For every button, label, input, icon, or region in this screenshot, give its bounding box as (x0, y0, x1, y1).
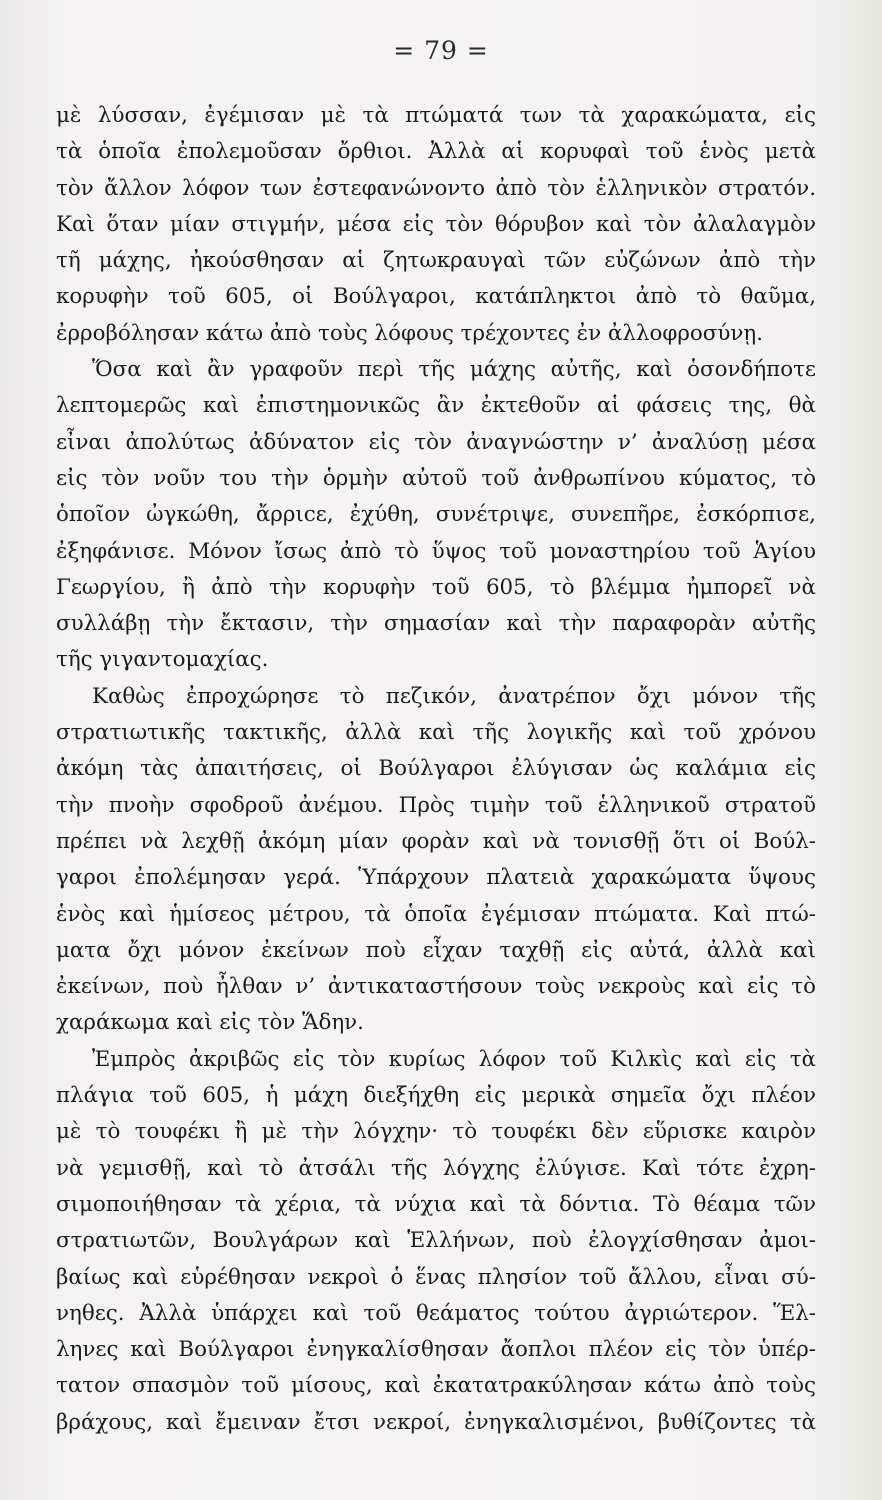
text-line: Καὶ ὅταν μίαν στιγμήν, μέσα εἰς τὸν θόρυβον καὶ τὸν ἀλαλαγμὸν (56, 211, 816, 237)
text-line: τὴν πνοὴν σφοδροῦ ἀνέμου. Πρὸς τιμὴν τοῦ ἑλληνικοῦ στρατοῦ (56, 792, 816, 818)
text-line: μὲ λύσσαν, ἐγέμισαν μὲ τὰ πτώματά των τὰ χαρακώματα, εἰς (56, 103, 816, 128)
text-line: εἶναι ἀπολύτως ἀδύνατον εἰς τὸν ἀναγνώστην ν’ ἀναλύσῃ μέσα (56, 429, 816, 455)
text-line: στρατιωτῶν, Βουλγάρων καὶ Ἑλλήνων, ποὺ ἐλογχίσθησαν ἀμοι- (56, 1228, 816, 1254)
text-line: βαίως καὶ εὑρέθησαν νεκροὶ ὁ ἕνας πλησίον τοῦ ἄλλου, εἶναι σύ- (56, 1264, 816, 1290)
text-line: τὸν ἄλλον λόφον των ἐστεφανώνοντο ἀπὸ τὸν ἑλληνικὸν στρατόν. (56, 175, 816, 201)
text-line: ὁποῖον ὠγκώθη, ἄρριϲε, ἐχύθη, συνέτριψε, συνεπῆρε, ἐσκόρπισε, (56, 502, 816, 528)
text-line: ἐρροβόλησαν κάτω ἀπὸ τοὺς λόφους τρέχοντες ἐν ἀλλοφροσύνῃ. (56, 320, 764, 346)
paragraph-1 (56, 98, 816, 352)
text-line: ἑνὸς καὶ ἡμίσεος μέτρου, τὰ ὁποῖα ἐγέμισαν πτώματα. Καὶ πτώ- (56, 901, 816, 927)
text-line: ἐξηφάνισε. Μόνον ἴσως ἀπὸ τὸ ὕψος τοῦ μοναστηρίου τοῦ Ἁγίου (56, 538, 816, 564)
text-line: βράχους, καὶ ἔμειναν ἔτσι νεκροί, ἐνηγκαλισμένοι, βυθίζοντες τὰ (56, 1409, 816, 1435)
text-line: στρατιωτικῆς τακτικῆς, ἀλλὰ καὶ τῆς λογικῆς καὶ τοῦ χρόνου (56, 720, 816, 746)
text-line: ματα ὄχι μόνον ἐκείνων ποὺ εἶχαν ταχθῇ εἰς αὐτά, ἀλλὰ καὶ (56, 937, 816, 963)
text-line: Ὅσα καὶ ἂν γραφοῦν περὶ τῆς μάχης αὐτῆς, καὶ ὁσονδήποτε (92, 357, 816, 383)
paragraph-4 (56, 1042, 816, 1441)
text-line: ληνες καὶ Βούλγαροι ἐνηγκαλίσθησαν ἄοπλοι πλέον εἰς τὸν ὑπέρ- (56, 1337, 816, 1363)
text-line: Καθὼς ἐπροχώρησε τὸ πεζικόν, ἀνατρέπον ὄχι μόνον τῆς (92, 683, 816, 709)
text-line: εἰς τὸν νοῦν του τὴν ὁρμὴν αὐτοῦ τοῦ ἀνθρωπίνου κύματος, τὸ (56, 465, 816, 491)
text-line: τατον σπασμὸν τοῦ μίσους, καὶ ἐκατατρακύλησαν κάτω ἀπὸ τοὺς (56, 1373, 816, 1399)
text-line: ἐκείνων, ποὺ ἦλθαν ν’ ἀντικαταστήσουν τοὺς νεκροὺς καὶ εἰς τὸ (56, 974, 816, 1000)
body-text (56, 98, 816, 1441)
text-line: γαροι ἐπολέμησαν γερά. Ὑπάρχουν πλατειὰ χαρακώματα ὕψους (56, 865, 816, 891)
text-line: πλάγια τοῦ 605, ἡ μάχη διεξήχθη εἰς μερικὰ σημεῖα ὄχι πλέον (56, 1083, 816, 1109)
text-line: Ἐμπρὸς ἀκριβῶς εἰς τὸν κυρίως λόφον τοῦ Κιλκὶς καὶ εἰς τὰ (92, 1046, 816, 1072)
text-line: τῆς γιγαντομαχίας. (56, 647, 269, 673)
text-line: χαράκωμα καὶ εἰς τὸν Ἅδην. (56, 1010, 364, 1036)
text-line: σιμοποιήθησαν τὰ χέρια, τὰ νύχια καὶ τὰ δόντια. Τὸ θέαμα τῶν (56, 1191, 816, 1217)
text-line: νὰ γεμισθῇ, καὶ τὸ ἀτσάλι τῆς λόγχης ἐλύγισε. Καὶ τότε ἐχρη- (56, 1155, 816, 1181)
text-line: ἀκόμη τὰς ἀπαιτήσεις, οἱ Βούλγαροι ἐλύγισαν ὡς καλάμια εἰς (56, 756, 816, 782)
page-number: = 79 = (393, 36, 489, 65)
text-line: κορυφὴν τοῦ 605, οἱ Βούλγαροι, κατάπληκτοι ἀπὸ τὸ θαῦμα, (56, 284, 816, 310)
text-line: λεπτομερῶς καὶ ἐπιστημονικῶς ἂν ἐκτεθοῦν αἱ φάσεις της, θὰ (56, 393, 816, 419)
text-line: τὰ ὁποῖα ἐπολεμοῦσαν ὄρθιοι. Ἀλλὰ αἱ κορυφαὶ τοῦ ἑνὸς μετὰ (56, 139, 816, 165)
paragraph-3 (56, 679, 816, 1042)
text-line: μὲ τὸ τουφέκι ἢ μὲ τὴν λόγχην· τὸ τουφέκι δὲν εὕρισκε καιρὸν (56, 1119, 816, 1145)
paragraph-2 (56, 352, 816, 679)
text-line: νηθες. Ἀλλὰ ὑπάρχει καὶ τοῦ θεάματος τούτου ἀγριώτερον. Ἕλ- (56, 1300, 816, 1326)
text-line: συλλάβῃ τὴν ἔκτασιν, τὴν σημασίαν καὶ τὴν παραφορὰν αὐτῆς (56, 611, 816, 637)
text-line: τῆ μάχης, ἠκούσθησαν αἱ ζητωκραυγαὶ τῶν εὐζώνων ἀπὸ τὴν (56, 248, 816, 274)
text-line: πρέπει νὰ λεχθῇ ἀκόμη μίαν φορὰν καὶ νὰ τονισθῇ ὅτι οἱ Βούλ- (56, 828, 816, 854)
text-line: Γεωργίου, ἢ ἀπὸ τὴν κορυφὴν τοῦ 605, τὸ βλέμμα ἠμπορεῖ νὰ (56, 574, 816, 600)
